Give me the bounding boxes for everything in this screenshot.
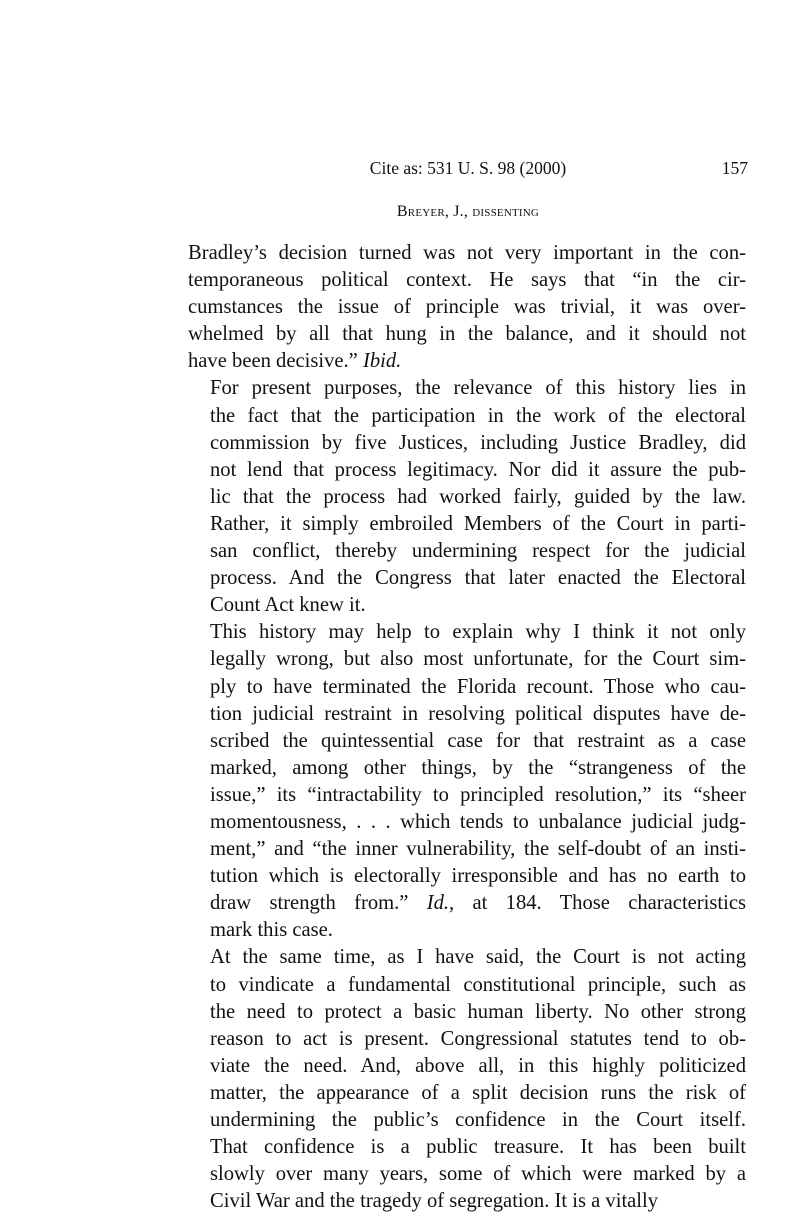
text-line: tution which is electorally irresponsible and has no earth to — [210, 865, 746, 888]
text-line: reason to act is present. Congressional statutes tend to ob- — [210, 1027, 746, 1050]
text-line: scribed the quintessential case for that restraint as a case — [210, 729, 746, 752]
text-line: not lend that process legitimacy. Nor did it assure the pub- — [210, 458, 746, 481]
paragraph — [188, 375, 746, 619]
text-line: viate the need. And, above all, in this highly politicized — [210, 1054, 746, 1077]
text-line: temporaneous political context. He says that “in the cir- — [188, 269, 746, 292]
text-line: issue,” its “intractability to principled resolution,” its “sheer — [210, 783, 746, 806]
text-line: slowly over many years, some of which were marked by a — [210, 1163, 746, 1186]
opinion-author-line: Breyer, J., dissenting — [396, 203, 540, 220]
text-line: marked, among other things, by the “strangeness of the — [210, 756, 746, 779]
text-line: to vindicate a fundamental constitutional principle, such as — [210, 973, 746, 996]
text-line: commission by five Justices, including Justice Bradley, did — [210, 431, 746, 454]
text-line: process. And the Congress that later enacted the Electoral — [210, 567, 746, 590]
text-line: undermining the public’s confidence in the Court itself. — [210, 1109, 746, 1131]
text-line: san conflict, thereby undermining respect for the judicial — [210, 540, 746, 563]
text-line: Civil War and the tragedy of segregation. It is a vitally — [210, 1190, 659, 1213]
text-line: Count Act knew it. — [210, 594, 366, 617]
text-line: the need to protect a basic human liberty. No other strong — [210, 1000, 746, 1023]
text-line: At the same time, as I have said, the Court is not acting — [210, 946, 746, 969]
text-line: whelmed by all that hung in the balance, and it should not — [188, 323, 746, 346]
opinion-body — [188, 240, 746, 1215]
text-line: That confidence is a public treasure. It has been built — [210, 1136, 746, 1159]
text-line: For present purposes, the relevance of this history lies in — [210, 377, 746, 400]
text-line: tion judicial restraint in resolving political disputes have de- — [210, 702, 746, 725]
text-line: have been decisive.” Ibid. — [188, 350, 402, 373]
text-line: matter, the appearance of a split decision runs the risk of — [210, 1081, 746, 1104]
paragraph — [188, 240, 746, 375]
text-line: Bradley’s decision turned was not very important in the con- — [188, 242, 746, 264]
text-line: ply to have terminated the Florida recount. Those who cau- — [210, 675, 746, 698]
text-line: momentousness, . . . which tends to unbalance judicial judg- — [210, 810, 746, 833]
text-line: lic that the process had worked fairly, guided by the law. — [210, 485, 746, 508]
text-line: cumstances the issue of principle was trivial, it was over- — [188, 296, 746, 319]
text-line: ment,” and “the inner vulnerability, the self-doubt of an insti- — [210, 838, 746, 861]
text-line: Rather, it simply embroiled Members of the Court in parti- — [210, 512, 746, 535]
text-line: the fact that the participation in the work of the electoral — [210, 404, 746, 427]
text-line: This history may help to explain why I think it not only — [210, 621, 746, 644]
text-line: legally wrong, but also most unfortunate, for the Court sim- — [210, 648, 746, 671]
text-line: draw strength from.” Id., at 184. Those characteristics — [210, 892, 746, 915]
page-number: 157 — [721, 158, 748, 178]
paragraph — [188, 944, 746, 1215]
paragraph — [188, 619, 746, 944]
running-head — [188, 158, 748, 182]
citation: Cite as: 531 U. S. 98 (2000) — [369, 158, 567, 178]
text-line: mark this case. — [210, 919, 333, 942]
